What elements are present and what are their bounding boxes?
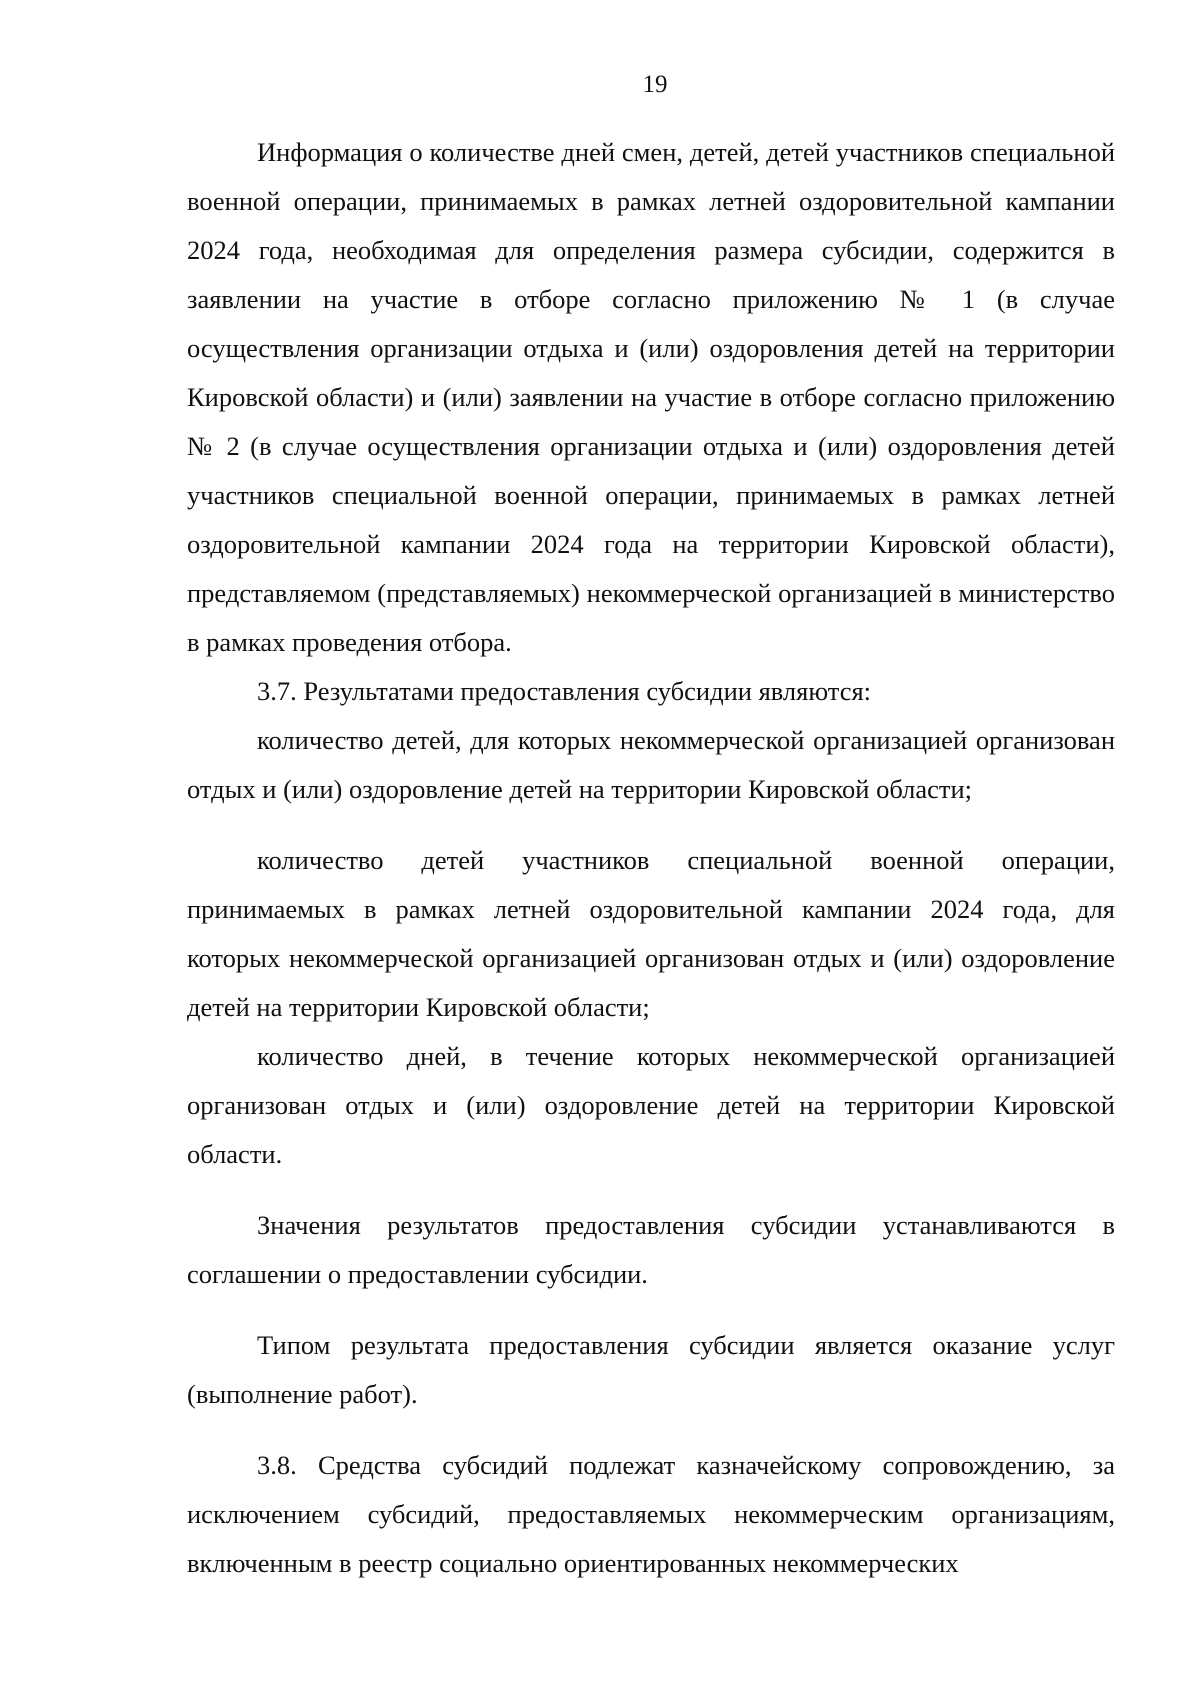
paragraph-result-type: Типом результата предоставления субсидии является оказание услуг (выполнение работ).: [187, 1330, 1115, 1409]
document-body: [187, 128, 1115, 1588]
paragraph-result-children-count: количество детей, для которых некоммерческой организацией организован отдых и (или) оздоровление детей на территории Кировской области;: [187, 725, 1115, 804]
page-number: 19: [642, 71, 668, 98]
paragraph-result-svo-children-count: количество детей участников специальной военной операции, принимаемых в рамках летней оздоровительной кампании 2024 года, для которых некоммерческой организацией организован отдых и (или) оздоровление детей на территории Кировской области;: [187, 845, 1115, 1022]
paragraph-section-3-7: 3.7. Результатами предоставления субсидии являются:: [257, 676, 872, 706]
paragraph-result-values: Значения результатов предоставления субсидии устанавливаются в соглашении о предоставлении субсидии.: [187, 1210, 1115, 1289]
paragraph-subsidy-information: Информация о количестве дней смен, детей, детей участников специальной военной операции, принимаемых в рамках летней оздоровительной кампании 2024 года, необходимая для определения размера субсидии, содержится в заявлении на участие в отборе согласно приложению № 1 (в случае осуществления организации отдыха и (или) оздоровления детей на территории Кировской области) и (или) заявлении на участие в отборе согласно приложению № 2 (в случае осуществления организации отдыха и (или) оздоровления детей участников специальной военной операции, принимаемых в рамках летней оздоровительной кампании 2024 года на территории Кировской области), представляемом (представляемых) некоммерческой организацией в министерство в рамках проведения отбора.: [187, 137, 1115, 657]
paragraph-section-3-8: 3.8. Средства субсидий подлежат казначейскому сопровождению, за исключением субсидий, предоставляемых некоммерческим организациям, включенным в реестр социально ориентированных некоммерческих: [187, 1450, 1115, 1578]
paragraph-result-days-count: количество дней, в течение которых некоммерческой организацией организован отдых и (или) оздоровление детей на территории Кировской области.: [187, 1041, 1115, 1169]
